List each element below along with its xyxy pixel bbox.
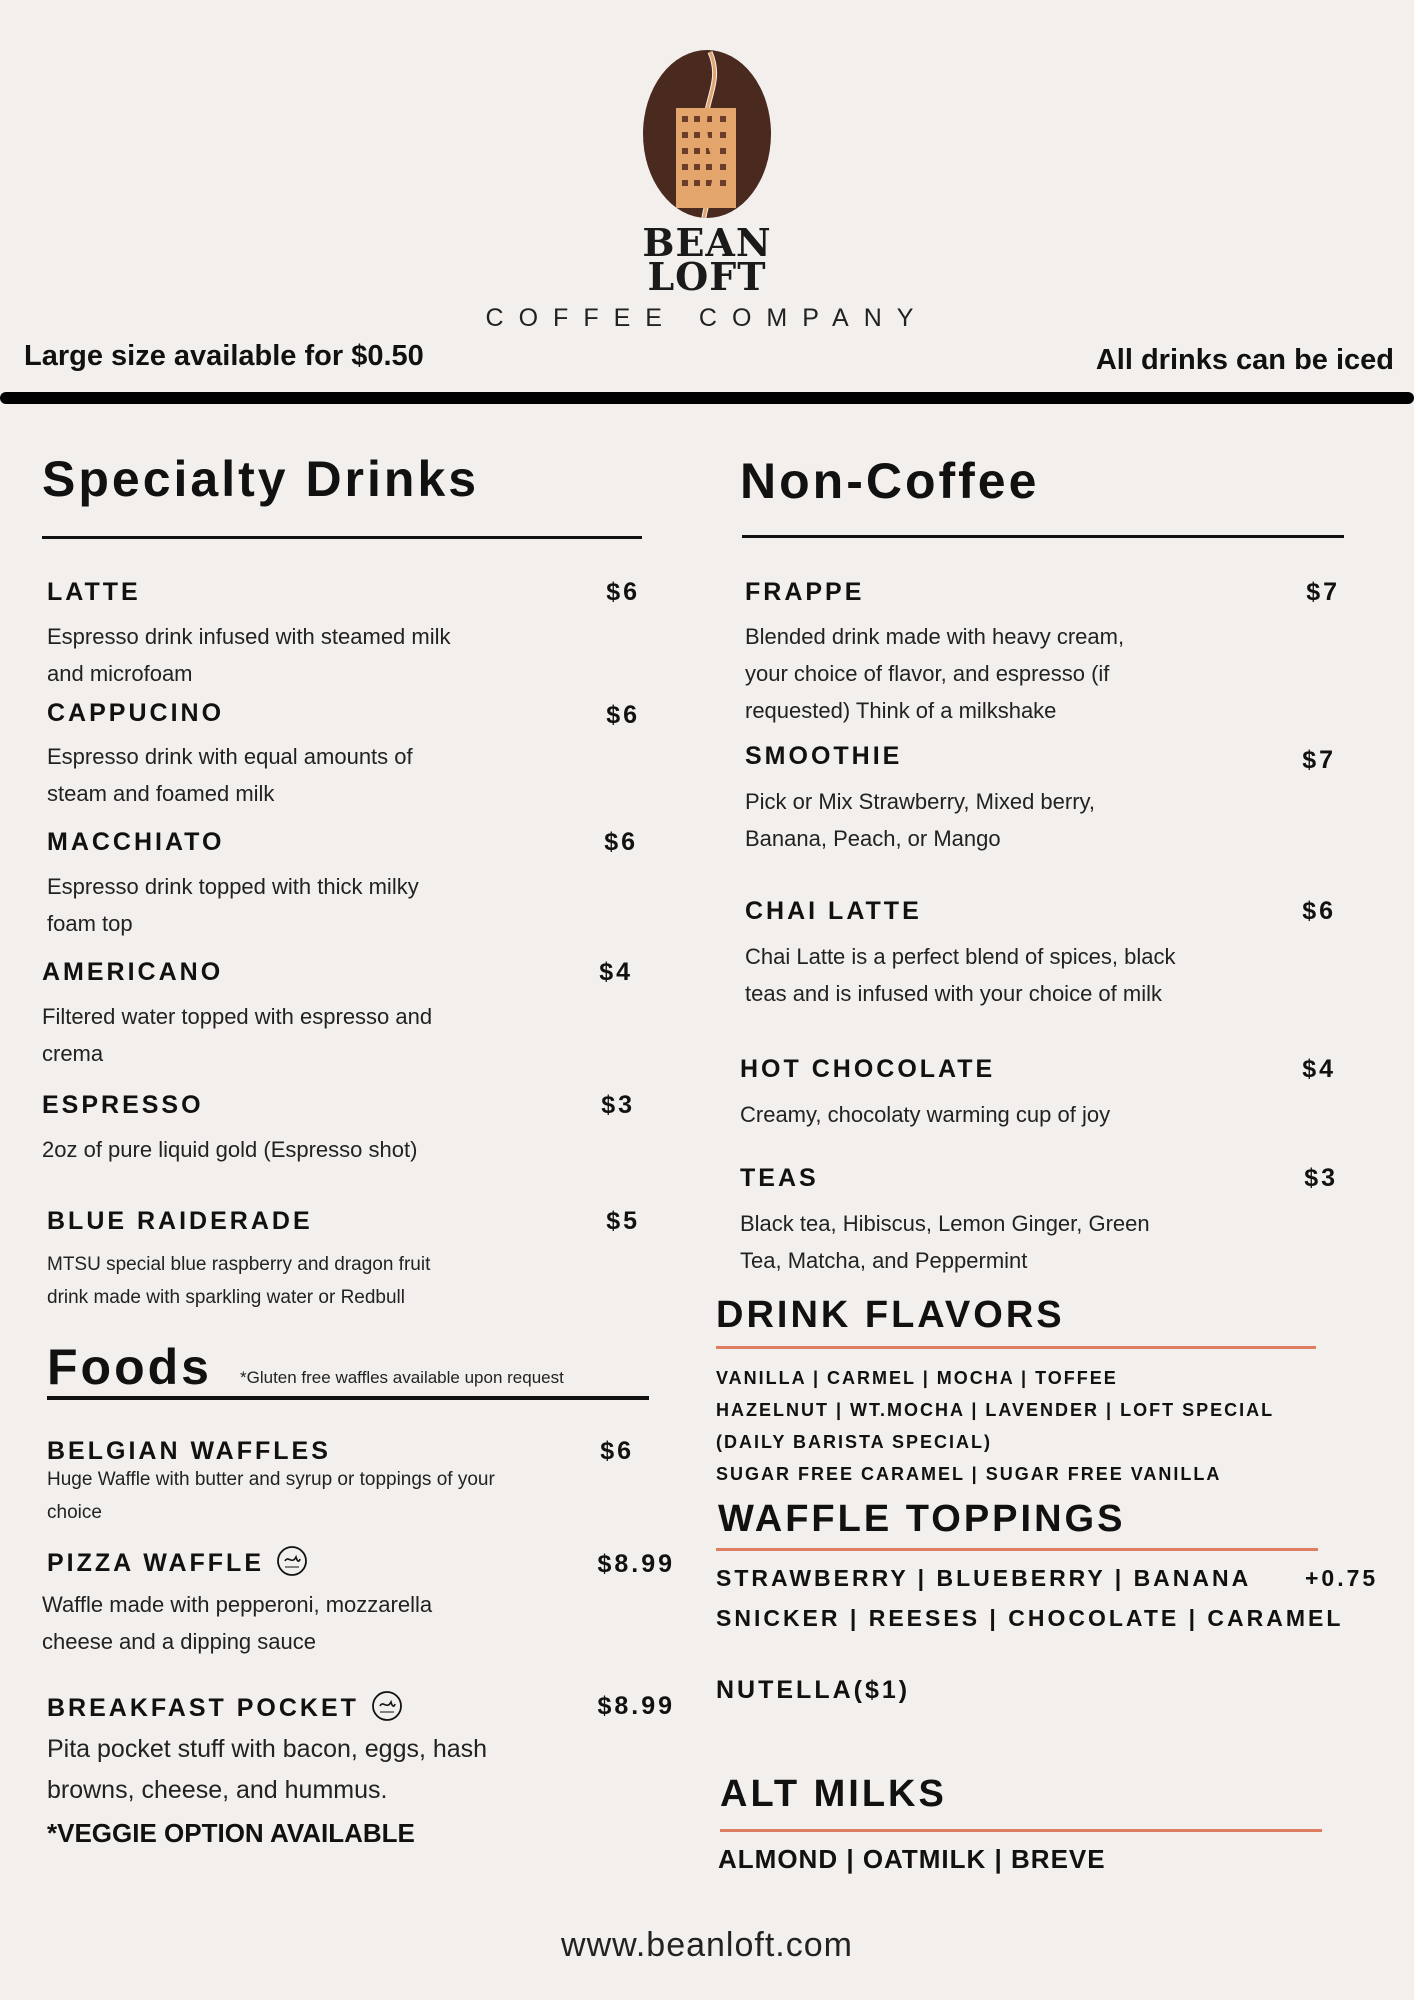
menu-item-description: Huge Waffle with butter and syrup or toppings of your choice (47, 1469, 495, 1523)
alt-milks-title: ALT MILKS (720, 1773, 947, 1815)
noncoffee-rule (742, 535, 1344, 538)
coffee-bean-building-icon (640, 48, 774, 220)
menu-item-price: $6 (600, 1437, 634, 1465)
menu-item-description: Blended drink made with heavy cream, your choice of flavor, and espresso (if requested) Think of a milkshake (745, 624, 1125, 723)
pizza-waffle-row (47, 1545, 308, 1584)
menu-item-name: LATTE (47, 578, 141, 606)
noncoffee-title: Non-Coffee (740, 453, 1040, 509)
menu-item-name: CAPPUCINO (47, 699, 225, 727)
logo (640, 48, 774, 299)
menu-item-price: $8.99 (597, 1550, 675, 1578)
menu-item-name: CHAI LATTE (745, 897, 922, 925)
menu-item-price: $5 (606, 1207, 640, 1235)
brand-name-line2: LOFT (647, 254, 767, 299)
menu-item-name: BLUE RAIDERADE (47, 1207, 313, 1235)
menu-item-description: Espresso drink infused with steamed milk and microfoam (47, 624, 451, 686)
menu-item-description: Black tea, Hibiscus, Lemon Ginger, Green Tea, Matcha, and Peppermint (740, 1211, 1150, 1273)
menu-item-name: HOT CHOCOLATE (740, 1055, 996, 1083)
menu-item-description: Creamy, chocolaty warming cup of joy (740, 1102, 1111, 1127)
menu-item-price: $3 (1304, 1164, 1338, 1192)
menu-item-name: AMERICANO (42, 958, 224, 986)
menu-item-name: FRAPPE (745, 578, 865, 606)
company-tagline: COFFEE COMPANY (485, 304, 929, 332)
waffle-toppings-title: WAFFLE TOPPINGS (718, 1498, 1126, 1540)
toppings-price: +0.75 (1305, 1565, 1379, 1591)
breakfast-pocket-row (47, 1690, 403, 1729)
alt-milks-rule (720, 1829, 1322, 1832)
menu-item-description: Pita pocket stuff with bacon, eggs, hash browns, cheese, and hummus. (47, 1735, 488, 1804)
nutella-option: NUTELLA($1) (716, 1676, 911, 1704)
menu-item-name: ESPRESSO (42, 1091, 204, 1119)
menu-item-description: 2oz of pure liquid gold (Espresso shot) (42, 1137, 418, 1162)
menu-item-price: $3 (601, 1091, 635, 1119)
menu-item-price: $7 (1302, 746, 1336, 774)
menu-item-name: TEAS (740, 1164, 819, 1192)
menu-item-name: MACCHIATO (47, 828, 225, 856)
gluten-free-note: *Gluten free waffles available upon request (240, 1368, 564, 1387)
menu-item-name: SMOOTHIE (745, 742, 903, 770)
menu-item-description: Chai Latte is a perfect blend of spices, black teas and is infused with your choice of milk (745, 944, 1176, 1006)
menu-item-name: BELGIAN WAFFLES (47, 1437, 331, 1465)
menu-item-price: $6 (604, 828, 638, 856)
halal-badge-icon (276, 1545, 308, 1584)
menu-item-price: $6 (606, 578, 640, 606)
flavors-rule (716, 1346, 1316, 1349)
foods-title: Foods (47, 1339, 212, 1395)
toppings-list: STRAWBERRY | BLUEBERRY | BANANA SNICKER | REESES | CHOCOLATE | CARAMEL (716, 1565, 1344, 1631)
brand-name-line1: BEAN (642, 220, 772, 265)
website-link[interactable]: www.beanloft.com (561, 1926, 853, 1964)
toppings-rule (716, 1548, 1318, 1551)
menu-item-description: Espresso drink with equal amounts of steam and foamed milk (47, 744, 413, 806)
menu-item-description: Espresso drink topped with thick milky foam top (47, 874, 419, 936)
menu-item-price: $6 (1302, 897, 1336, 925)
iced-note: All drinks can be iced (1095, 344, 1394, 376)
alt-milks-list: ALMOND | OATMILK | BREVE (718, 1844, 1106, 1874)
menu-item-price: $4 (599, 958, 633, 986)
menu-item-description: Filtered water topped with espresso and crema (42, 1004, 433, 1066)
flavors-list: VANILLA | CARMEL | MOCHA | TOFFEE HAZELNUT | WT.MOCHA | LAVENDER | LOFT SPECIAL (DAILY BARISTA SPECIAL) SUGAR FREE CARAMEL | SUGAR FREE VANILLA (716, 1368, 1275, 1484)
menu-item-description: Pick or Mix Strawberry, Mixed berry, Banana, Peach, or Mango (745, 789, 1096, 851)
header-divider (0, 392, 1414, 404)
menu-item-price: $7 (1306, 578, 1340, 606)
drink-flavors-title: DRINK FLAVORS (716, 1294, 1065, 1336)
menu-item-price: $6 (606, 701, 640, 729)
menu-item-description: MTSU special blue raspberry and dragon fruit drink made with sparkling water or Redbull (47, 1254, 431, 1308)
halal-badge-icon (371, 1690, 403, 1729)
foods-rule (47, 1396, 649, 1400)
menu-item-name: BREAKFAST POCKET (47, 1694, 359, 1723)
veggie-option-note: *VEGGIE OPTION AVAILABLE (47, 1818, 415, 1848)
specialty-title: Specialty Drinks (42, 451, 480, 507)
menu-item-price: $8.99 (597, 1692, 675, 1720)
specialty-rule (42, 536, 642, 539)
menu-item-price: $4 (1302, 1055, 1336, 1083)
menu-item-description: Waffle made with pepperoni, mozzarella cheese and a dipping sauce (42, 1592, 433, 1654)
menu-item-name: PIZZA WAFFLE (47, 1549, 264, 1578)
large-size-note: Large size available for $0.50 (24, 340, 424, 372)
